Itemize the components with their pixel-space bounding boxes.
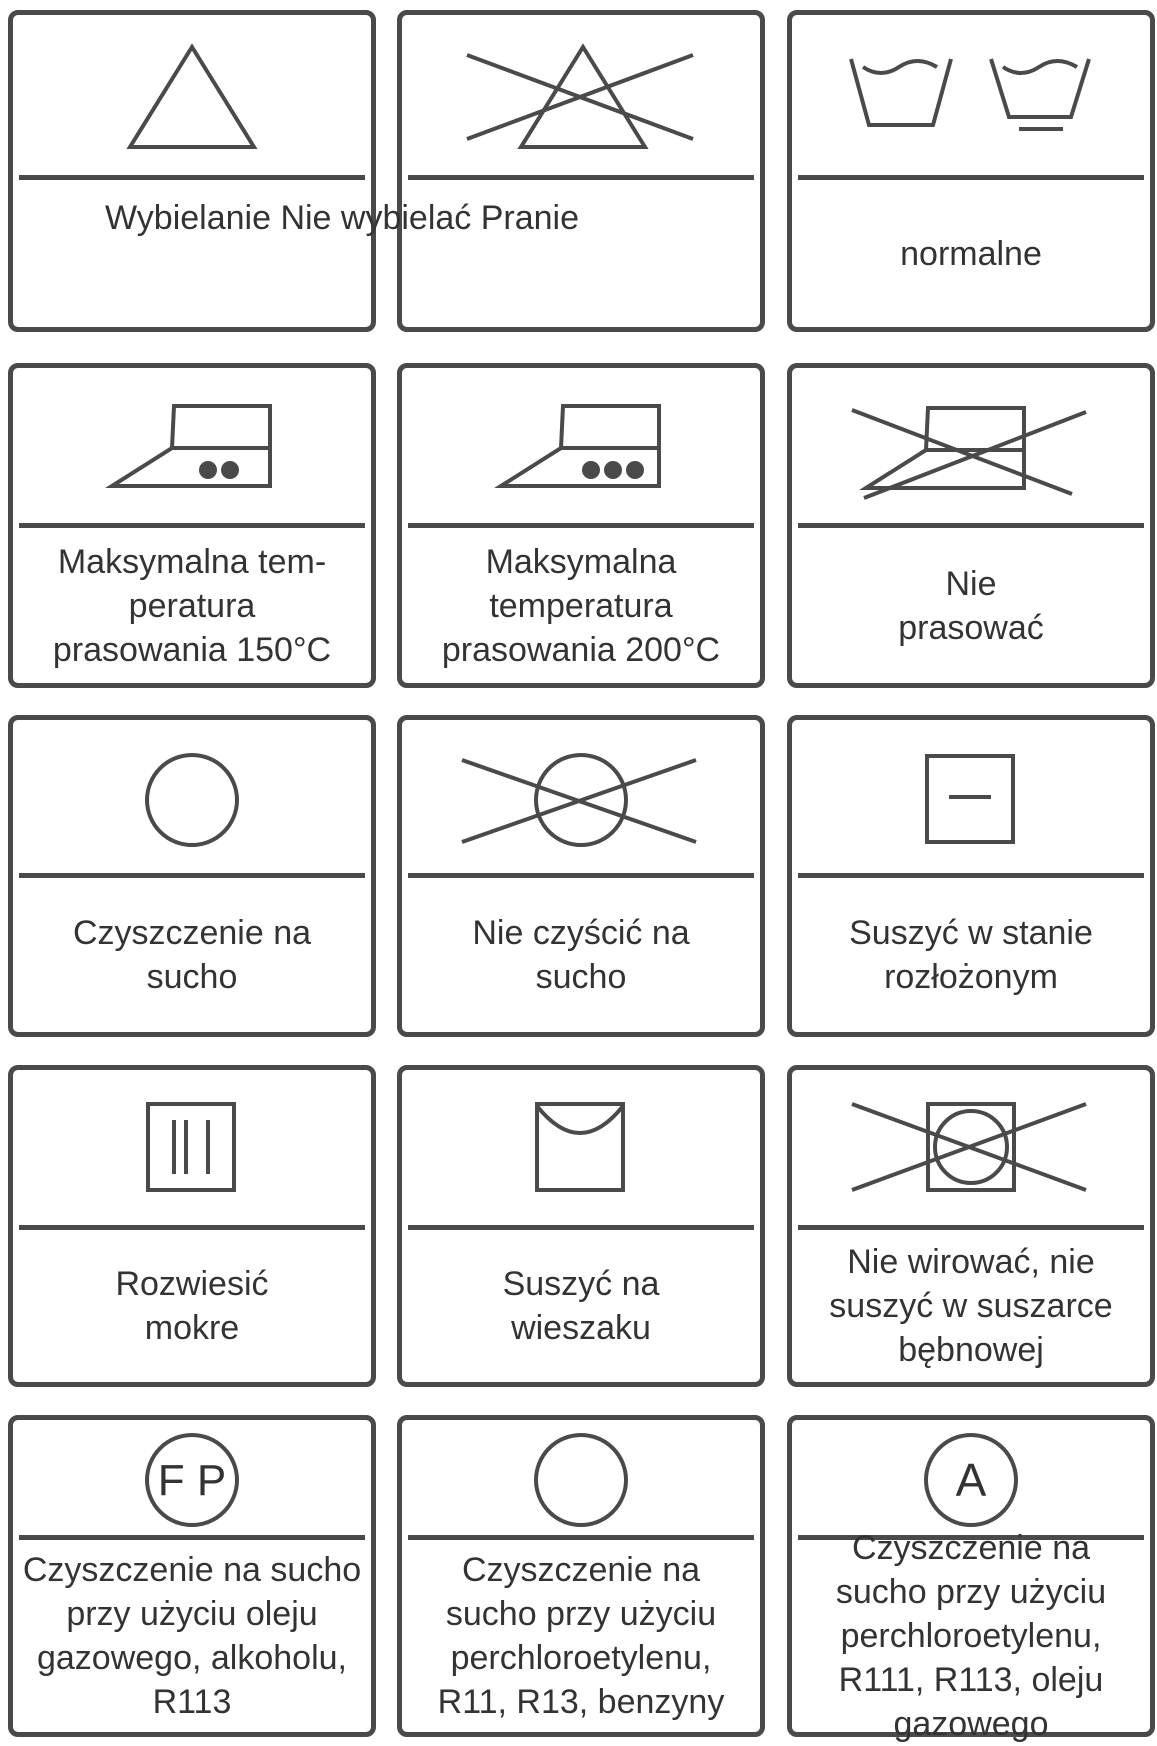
- care-card-bleach: [8, 10, 376, 332]
- care-card-dry-clean: [8, 715, 376, 1037]
- circle-letter-text: A: [955, 1454, 987, 1506]
- square-with-three-lines-icon: [13, 1098, 371, 1198]
- label-line: Czyszczenie na: [461, 1551, 701, 1589]
- care-card-iron-150: [8, 363, 376, 688]
- circle-letters-icon: [13, 1430, 371, 1530]
- care-card-label: [792, 180, 1150, 327]
- label-line: mokre: [144, 1309, 240, 1347]
- care-card-no-dry-clean: [397, 715, 765, 1037]
- label-line: przy użyciu oleju: [66, 1595, 318, 1633]
- care-card-label: [402, 528, 760, 683]
- care-card-dry-flat: [787, 715, 1155, 1037]
- care-card-label: [13, 528, 371, 683]
- label-line: Czyszczenie na: [851, 1529, 1091, 1567]
- care-card-label: [13, 1540, 371, 1732]
- care-card-label: [402, 1230, 760, 1382]
- care-card-label: [792, 1230, 1150, 1382]
- label-line: temperatura: [489, 586, 673, 625]
- care-card-label: [792, 878, 1150, 1032]
- label-line: sucho przy użyciu: [835, 1573, 1107, 1611]
- triangle-icon: [13, 37, 371, 157]
- care-card-label: [402, 878, 760, 1032]
- label-line: Rozwiesić: [115, 1265, 269, 1303]
- circle-letter-icon: [792, 1430, 1150, 1530]
- care-card-dry-clean-a: [787, 1415, 1155, 1743]
- label-line: R11, R13, benzyny: [437, 1683, 725, 1721]
- care-card-no-bleach: [397, 10, 765, 332]
- label-line: rozłożonym: [884, 958, 1058, 996]
- care-card-label: [13, 1230, 371, 1382]
- care-card-wash: [787, 10, 1155, 332]
- label-line: perchloroetylenu,: [840, 1617, 1102, 1655]
- label-line: bębnowej: [898, 1331, 1044, 1369]
- square-with-dash-icon: [792, 750, 1150, 850]
- label-line: sucho przy użyciu: [445, 1595, 717, 1633]
- wash-tubs-icon: [792, 37, 1150, 137]
- label-line: wieszaku: [511, 1309, 651, 1347]
- label-line: sucho: [146, 958, 238, 996]
- care-card-label: [13, 878, 371, 1032]
- label-line: prasowania 150°C: [52, 630, 332, 669]
- label-line: gazowego: [893, 1705, 1049, 1743]
- crossed-tumble-dryer-icon: [792, 1098, 1150, 1198]
- care-card-no-tumble: [787, 1065, 1155, 1387]
- crossed-iron-icon: [792, 398, 1150, 508]
- label-line: R113: [152, 1683, 232, 1721]
- label-line: Nie wirować, nie: [847, 1243, 1095, 1281]
- label-line: Suszyć na: [502, 1265, 660, 1303]
- row1-label-text: Wybielanie Nie wybielać Pranie: [105, 199, 580, 237]
- label-line: gazowego, alkoholu,: [36, 1639, 347, 1677]
- care-card-label: [792, 528, 1150, 683]
- label-line: Maksymalna tem-: [57, 542, 327, 581]
- care-card-line-dry: [397, 1065, 765, 1387]
- iron-two-dots-icon: [13, 398, 371, 498]
- crossed-triangle-icon: [402, 37, 760, 157]
- label-line: prasowania 200°C: [441, 630, 721, 669]
- label-line: Maksymalna: [485, 542, 677, 581]
- label-line: Nie czyścić na: [472, 914, 690, 952]
- circle-letters-text: F P: [157, 1456, 227, 1505]
- care-card-no-iron: [787, 363, 1155, 688]
- circle-icon: [13, 750, 371, 850]
- square-with-curve-icon: [402, 1098, 760, 1198]
- label-line: Czyszczenie na: [72, 914, 312, 952]
- iron-three-dots-icon: [402, 398, 760, 498]
- label-line: normalne: [900, 234, 1042, 273]
- crossed-circle-icon: [402, 750, 760, 850]
- care-card-label: [792, 1529, 1150, 1743]
- label-line: peratura: [128, 586, 256, 625]
- care-card-dry-clean-p: [397, 1415, 765, 1737]
- care-card-label: [402, 1540, 760, 1732]
- label-line: perchloroetylenu,: [450, 1639, 712, 1677]
- label-line: suszyć w suszarce: [829, 1287, 1113, 1325]
- label-line: Nie: [945, 564, 997, 603]
- label-line: sucho: [535, 958, 627, 996]
- care-card-dry-clean-fp: [8, 1415, 376, 1737]
- care-card-iron-200: [397, 363, 765, 688]
- label-line: R111, R113, oleju: [838, 1661, 1104, 1699]
- care-card-drip-dry: [8, 1065, 376, 1387]
- circle-icon: [402, 1430, 760, 1530]
- label-line: Czyszczenie na sucho: [22, 1551, 362, 1589]
- label-line: Suszyć w stanie: [849, 914, 1093, 952]
- label-line: prasować: [898, 608, 1044, 647]
